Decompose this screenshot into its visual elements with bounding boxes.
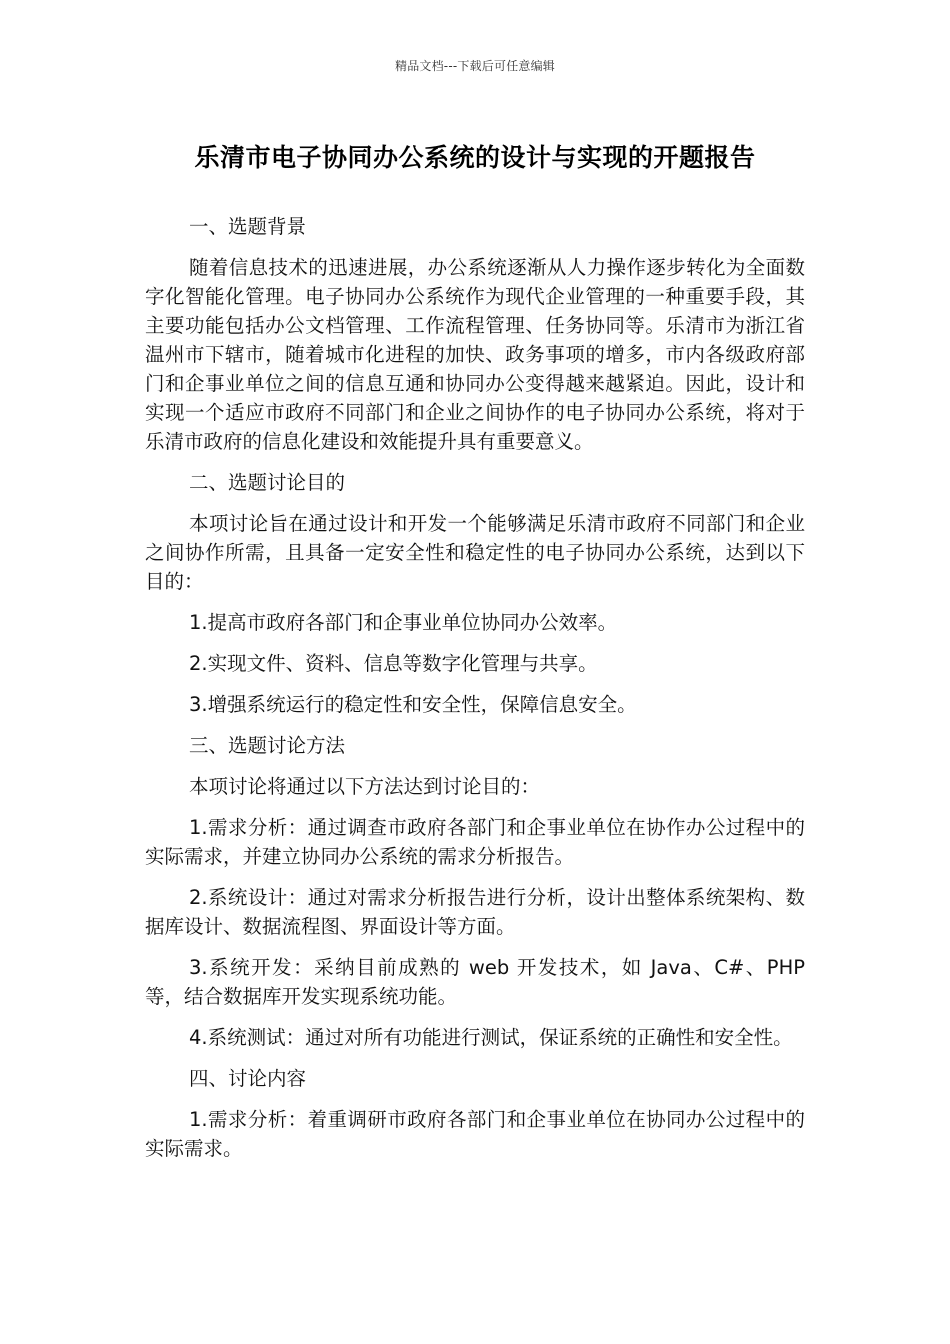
document-title: 乐清市电子协同办公系统的设计与实现的开题报告 [194,143,756,172]
document-body [145,212,805,1175]
list-item: 3.增强系统运行的稳定性和安全性，保障信息安全。 [189,693,637,716]
paragraph: 随着信息技术的迅速进展，办公系统逐渐从人力操作逐步转化为全面数字化智能化管理。电子协同办公系统作为现代企业管理的一种重要手段，其主要功能包括办公文档管理、工作流程管理、任务协同等。乐清市为浙江省温州市下辖市，随着城市化进程的加快、政务事项的增多，市内各级政府部门和企事业单位之间的信息互通和协同办公变得越来越紧迫。因此，设计和实现一个适应市政府不同部门和企业之间协作的电子协同办公系统，将对于乐清市政府的信息化建设和效能提升具有重要意义。 [145,256,805,453]
list-item: 2.系统设计：通过对需求分析报告进行分析，设计出整体系统架构、数据库设计、数据流程图、界面设计等方面。 [145,886,805,938]
list-item: 1.需求分析：通过调查市政府各部门和企事业单位在协作办公过程中的实际需求，并建立协同办公系统的需求分析报告。 [145,816,805,868]
section-heading-methods: 三、选题讨论方法 [189,734,346,757]
list-item: 2.实现文件、资料、信息等数字化管理与共享。 [189,652,598,675]
list-item: 4.系统测试：通过对所有功能进行测试，保证系统的正确性和安全性。 [189,1026,793,1049]
section-heading-content: 四、讨论内容 [189,1067,307,1090]
list-item: 3.系统开发：采纳目前成熟的 web 开发技术，如 Java、C#、PHP 等，结合数据库开发实现系统功能。 [145,956,805,1008]
section-heading-purpose: 二、选题讨论目的 [189,471,346,494]
list-item: 1.需求分析：着重调研市政府各部门和企事业单位在协同办公过程中的实际需求。 [145,1108,805,1160]
section-heading-background: 一、选题背景 [189,215,307,238]
paragraph: 本项讨论将通过以下方法达到讨论目的： [189,775,541,798]
list-item: 1.提高市政府各部门和企事业单位协同办公效率。 [189,611,618,634]
paragraph: 本项讨论旨在通过设计和开发一个能够满足乐清市政府不同部门和企业之间协作所需，且具备一定安全性和稳定性的电子协同办公系统，达到以下目的： [145,512,805,593]
header-note: 精品文档---下载后可任意编辑 [395,59,555,73]
